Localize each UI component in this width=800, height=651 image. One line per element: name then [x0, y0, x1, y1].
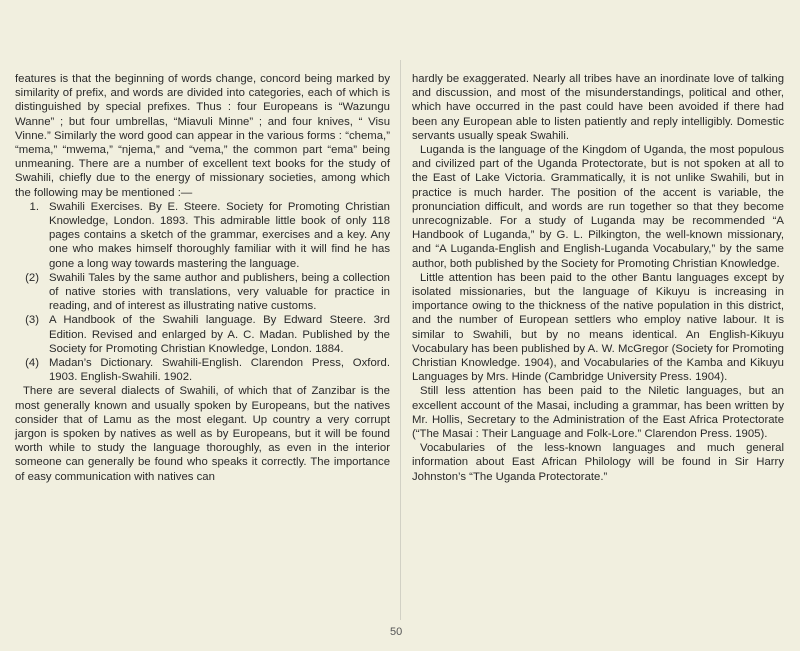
- list-text: Madan’s Dictionary. Swahili-English. Clarendon Press, Oxford. 1903. English-Swahili. 1902.: [49, 357, 390, 384]
- list-number: (2): [25, 271, 39, 284]
- list-text: Swahili Tales by the same author and publishers, being a collection of native stories with translations, very valuable for practice in reading, and of interest as illustrating native customs.: [49, 271, 390, 313]
- luganda-paragraph: Luganda is the language of the Kingdom of Uganda, the most populous and civilized part of the Uganda Protectorate, but is not spoken at all to the East of Lake Victoria. Grammatically, it is not unlike Swahili, but in practice is much harder. The position of the accent is variable, the pronunciation difficult, and words are run together so that they become unrecognizable. For a study of Luganda may be recommended “A Handbook of Luganda,” by G. L. Pilkington, the well-known missionary, and “A Luganda-English and English-Luganda Vocabulary,” by the same author, both published by the Society for Promoting Christian Knowledge.: [412, 144, 784, 270]
- list-text: A Handbook of the Swahili language. By Edward Steere. 3rd Edition. Revised and enlarged by A. C. Madan. Published by the Society for Promoting Christian Knowledge, London. 1884.: [49, 314, 390, 355]
- column-divider: [400, 60, 401, 620]
- book-list: [15, 200, 390, 385]
- page-number: 50: [390, 626, 403, 638]
- book-list-item: [15, 200, 390, 271]
- niletic-paragraph: Still less attention has been paid to the Niletic languages, but an excellent account of the Masai, including a grammar, has been written by Mr. Hollis, Secretary to the Administration of the East Africa Protectorate (“The Masai : Their Language and Folk-Lore.” Clarendon Press. 1905).: [412, 385, 784, 441]
- continuation-paragraph: hardly be exaggerated. Nearly all tribes have an inordinate love of talking and discussion, and most of the misunderstandings, political and other, which have occurred in the past could have been avoided if there had been any European able to listen patiently and reply intelligibly. Domestic servants usually speak Swahili.: [412, 73, 784, 142]
- dialects-paragraph: There are several dialects of Swahili, of which that of Zanzibar is the most generally known and usually spoken by Europeans, but the natives consider that of Lamu as the most elegant. Up country a very corrupt jargon is spoken by natives as well as by Europeans, but it will be found worth while to study the language thoroughly, as even in the interior someone can generally be found who speaks it correctly. The importance of easy communication with natives can: [15, 385, 390, 483]
- vocabularies-paragraph: Vocabularies of the less-known languages and much general information about East African Philology will be found in Sir Harry Johnston’s “The Uganda Protectorate.”: [412, 442, 784, 483]
- bantu-paragraph: Little attention has been paid to the other Bantu languages except by isolated missionaries, but the language of Kikuyu is increasing in importance owing to the thickness of the native population in this district, and the number of European settlers who employ native labour. It is similar to Swahili, but by no means identical. An English-Kikuyu Vocabulary has been published by A. W. McGregor (Society for Promoting Christian Knowledge. 1904), and Vocabularies of the Kamba and Kikuyu Languages by Mrs. Hinde (Cambridge University Press. 1904).: [412, 271, 784, 384]
- left-column: [15, 72, 390, 484]
- list-text: Swahili Exercises. By E. Steere. Society for Promoting Christian Knowledge, London. 1893. This admirable little book of only 118 pages contains a sketch of the grammar, exercises and a key. Any one who makes himself thoroughly familiar with it will find he has gone a long way towards mastering the language.: [49, 200, 390, 270]
- list-number: (4): [25, 357, 39, 370]
- book-list-item: [15, 313, 390, 356]
- book-list-item: [15, 271, 390, 314]
- list-number: (3): [25, 314, 39, 327]
- right-column: [412, 72, 784, 484]
- list-number: 1.: [29, 200, 39, 213]
- intro-paragraph: features is that the beginning of words change, concord being marked by similarity of prefix, and words are divided into categories, each of which is distinguished by special prefixes. Thus : four Europeans is “Wazungu Wanne” ; but four umbrellas, “Miavuli Minne” ; and four knives, “ Visu Vinne.” Similarly the word good can appear in the various forms : “chema,” “mema,” “mwema,” “njema,” and “vema,” the common part “ema” being unmeaning. There are a number of excellent text books for the study of Swahili, chiefly due to the energy of missionary societies, among which the following may be mentioned :—: [15, 73, 390, 199]
- book-list-item: [15, 356, 390, 384]
